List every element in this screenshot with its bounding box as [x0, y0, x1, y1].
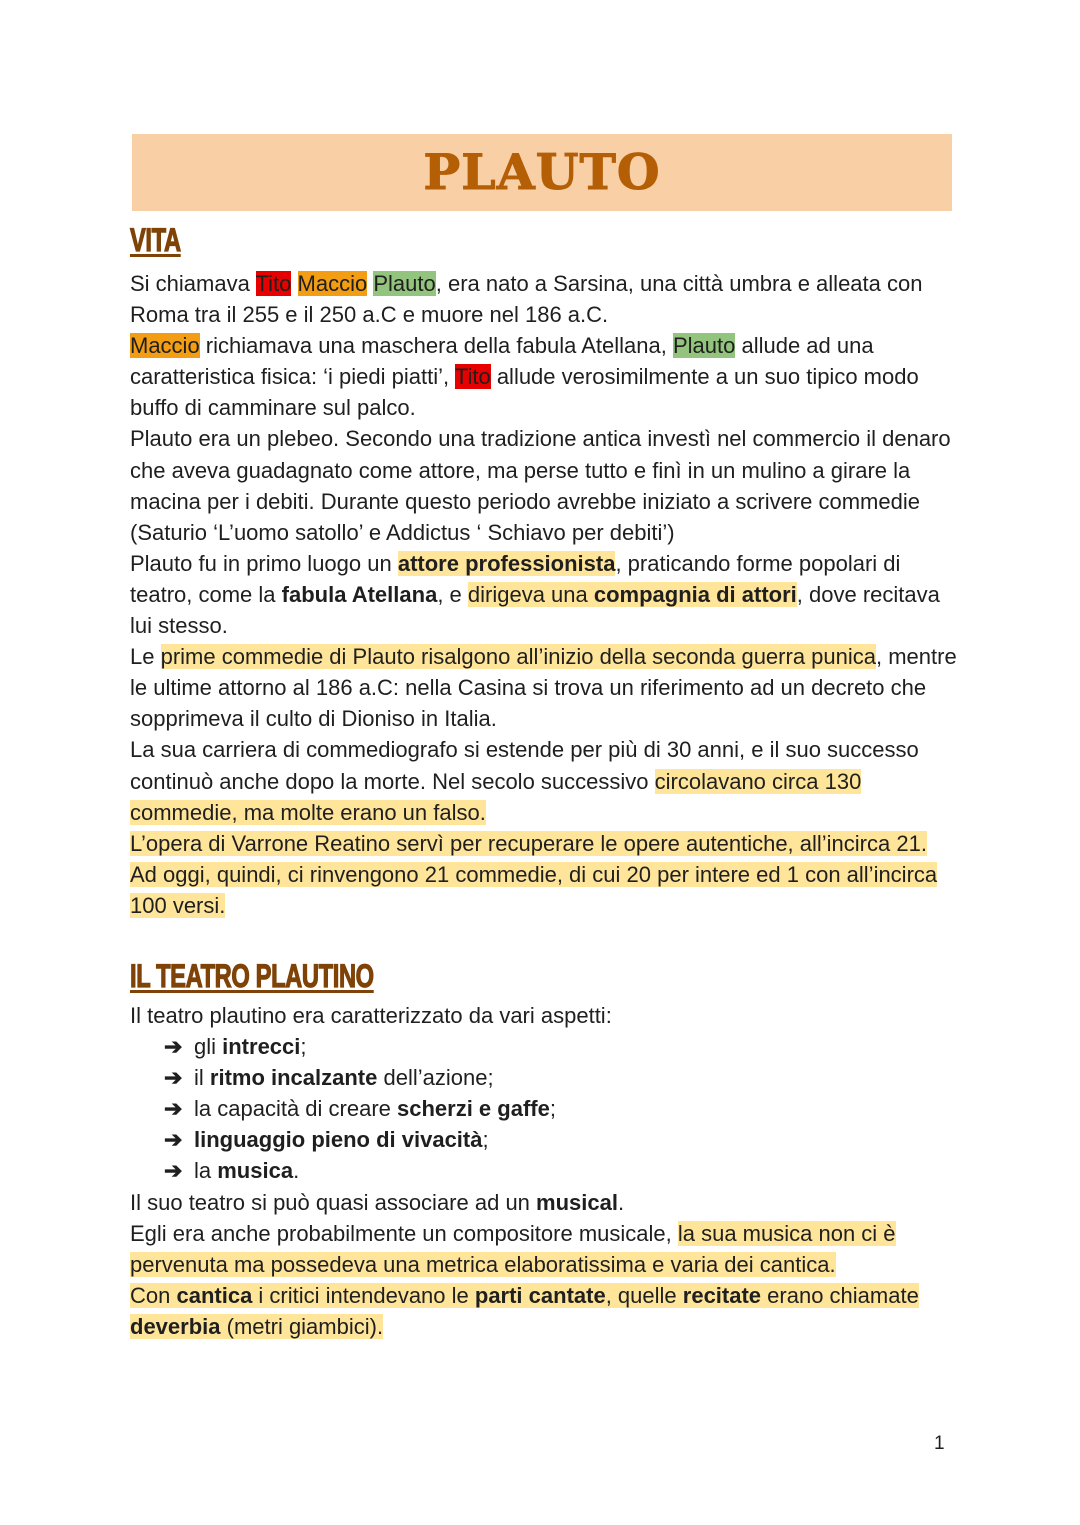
text-span: Plauto fu in primo luogo un [130, 550, 398, 576]
vita-paragraph-names-meaning [130, 330, 960, 423]
text-span: erano chiamate [761, 1282, 919, 1308]
feature-item [164, 1031, 960, 1062]
vita-paragraph-ad-oggi [130, 859, 960, 921]
feature-text: ; [482, 1127, 489, 1153]
feature-text: la [194, 1158, 218, 1184]
bold-parti-cantate: parti cantate [474, 1282, 606, 1308]
teatro-paragraph-cantica [130, 1280, 960, 1342]
vita-paragraph-carriera [130, 734, 960, 827]
bold-recitate: recitate [682, 1282, 762, 1308]
feature-keyword: scherzi e gaffe [397, 1096, 550, 1122]
bold-musical: musical [536, 1189, 618, 1215]
highlight-tito: Tito [255, 271, 292, 296]
feature-item [164, 1093, 960, 1124]
text-span: allude ad una caratteristica fisica: ‘i piedi piatti’, [130, 333, 874, 390]
text-span: Con [130, 1282, 177, 1308]
feature-text: ; [300, 1034, 307, 1060]
highlight-maccio: Maccio [130, 333, 200, 359]
bold-deverbia: deverbia [130, 1313, 221, 1339]
text-span: (metri giambici). [220, 1313, 384, 1339]
bold-fabula: fabula Atellana [281, 581, 438, 607]
teatro-intro: Il teatro plautino era caratterizzato da vari aspetti: [130, 1003, 612, 1028]
text-span: i critici intendevano le [252, 1282, 475, 1308]
highlight-prime-commedie: prime commedie di Plauto risalgono all’inizio della seconda guerra punica [160, 644, 876, 670]
text-span: , dove recitava lui stesso. [130, 581, 940, 639]
feature-keyword: musica [217, 1158, 294, 1184]
vita-paragraph-varrone [130, 828, 960, 859]
highlight-cantica [130, 1283, 919, 1339]
text-span: , era nato a Sarsina, una città umbra e alleata con Roma tra il 255 e il 250 a.C e muore nel 186 a.C. [130, 271, 923, 328]
vita-paragraph-plebeo: Plauto era un plebeo. Secondo una tradizione antica investì nel commercio il denaro che aveva guadagnato come attore, ma perse tutto e finì in un mulino a girare la macina per i debiti. Durante questo periodo avrebbe iniziato a scrivere commedie (Saturio ‘L’uomo satollo’ e Addictus ‘ Schiavo per debiti’) [130, 426, 951, 545]
page-number: 1 [934, 1433, 945, 1454]
highlight-compagnia: compagnia di attori [593, 581, 797, 607]
vita-paragraph-attore [130, 548, 960, 641]
page-title: PLAUTO [423, 143, 661, 201]
text-span: Egli era anche probabilmente un compositore musicale, [130, 1220, 678, 1246]
highlight-dirigeva: dirigeva una [467, 581, 594, 607]
vita-paragraph-prime-commedie [130, 641, 960, 734]
bold-cantica: cantica [176, 1282, 253, 1308]
arrow-right-icon: ➔ [164, 1127, 183, 1153]
text-span: La sua carriera di commediografo si estende per più di 30 anni, e il suo successo continuò anche dopo la morte. Nel secolo successivo [130, 737, 919, 794]
vita-body [130, 268, 960, 921]
teatro-body [130, 1000, 960, 1342]
feature-text: la capacità di creare [194, 1096, 397, 1122]
text-span: Le [130, 644, 161, 670]
arrow-right-icon: ➔ [164, 1034, 183, 1060]
title-banner [132, 134, 952, 211]
feature-keyword: intrecci [222, 1034, 301, 1060]
highlight-maccio: Maccio [297, 271, 368, 296]
feature-text: gli [194, 1034, 223, 1060]
feature-text: ; [549, 1096, 556, 1122]
section-heading-vita: VITA [130, 222, 181, 258]
text-span: , mentre le ultime attorno al 186 a.C: nella Casina si trova un riferimento ad un decreto che sopprimeva il culto di Dioniso in Italia. [130, 644, 957, 732]
feature-item [164, 1124, 960, 1155]
highlight-attore: attore professionista [397, 550, 616, 576]
teatro-paragraph-musical [130, 1187, 960, 1218]
feature-text: . [293, 1158, 300, 1184]
text-span: richiamava una maschera della fabula Atellana, [199, 333, 673, 359]
text-span: Si chiamava [130, 271, 256, 296]
highlight-musica: la sua musica non ci è pervenuta ma possedeva una metrica elaboratissima e varia dei cantica. [130, 1220, 896, 1277]
teatro-paragraph-compositore [130, 1218, 960, 1280]
highlight-ad-oggi: Ad oggi, quindi, ci rinvengono 21 commedie, di cui 20 per intere ed 1 con all’incirca 100 versi. [130, 861, 938, 918]
highlight-tito: Tito [454, 364, 491, 390]
feature-keyword: linguaggio pieno di vivacità [194, 1127, 483, 1153]
text-span: , praticando forme popolari di teatro, come la [130, 550, 901, 607]
highlight-plauto: Plauto [373, 271, 436, 296]
text-span: , quelle [605, 1282, 683, 1308]
text-span: , e [437, 581, 468, 607]
arrow-right-icon: ➔ [164, 1096, 183, 1122]
text-span: allude verosimilmente a un suo tipico modo buffo di camminare sul palco. [130, 364, 919, 421]
feature-item [164, 1062, 960, 1093]
feature-text: dell’azione; [377, 1065, 494, 1091]
feature-text: il [194, 1065, 210, 1091]
text-span: . [617, 1189, 625, 1215]
section-heading-teatro: IL TEATRO PLAUTINO [130, 958, 374, 994]
highlight-circolavano: circolavano circa 130 commedie, ma molte erano un falso. [130, 768, 862, 825]
arrow-right-icon: ➔ [164, 1065, 183, 1091]
highlight-varrone: L’opera di Varrone Reatino servì per recuperare le opere autentiche, all’incirca 21. [130, 830, 927, 856]
highlight-plauto: Plauto [672, 333, 736, 359]
text-span: Il suo teatro si può quasi associare ad un [130, 1189, 537, 1215]
feature-keyword: ritmo incalzante [209, 1065, 378, 1091]
arrow-right-icon: ➔ [164, 1158, 183, 1184]
vita-paragraph-name [130, 268, 960, 330]
feature-item [164, 1155, 960, 1186]
features-list [130, 1031, 960, 1186]
